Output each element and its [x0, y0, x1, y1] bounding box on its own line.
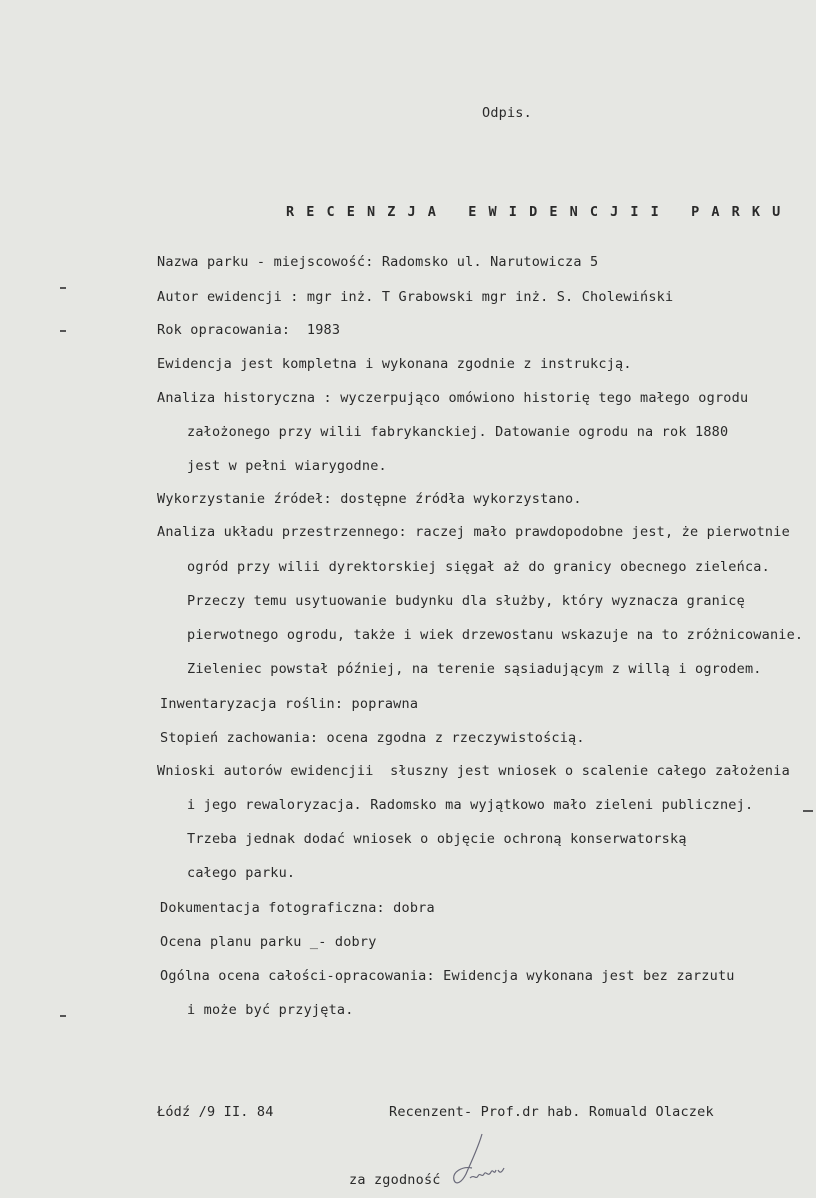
completeness-line: Ewidencja jest kompletna i wykonana zgodnie z instrukcją.	[157, 356, 632, 372]
year-line: Rok opracowania: 1983	[157, 322, 341, 338]
document-title: R E C E N Z J A E W I D E N C J I I P A R K U	[286, 204, 783, 220]
preservation-line: Stopień zachowania: ocena zgodna z rzeczywistością.	[160, 730, 585, 746]
odpis-label: Odpis.	[482, 105, 532, 121]
historical-analysis-line-2: założonego przy wilii fabrykanckiej. Datowanie ogrodu na rok 1880	[187, 424, 729, 440]
plant-inventory-line: Inwentaryzacja roślin: poprawna	[160, 696, 419, 712]
historical-analysis-line-1: Analiza historyczna : wyczerpująco omówiono historię tego małego ogrodu	[157, 390, 749, 406]
conformity-label: za zgodność	[349, 1172, 441, 1188]
photo-documentation-line: Dokumentacja fotograficzna: dobra	[160, 900, 435, 916]
historical-analysis-line-3: jest w pełni wiarygodne.	[187, 458, 387, 474]
sources-line: Wykorzystanie źródeł: dostępne źródła wykorzystano.	[157, 491, 582, 507]
margin-mark	[60, 330, 66, 332]
conclusions-line-1: Wnioski autorów ewidencjii słuszny jest wniosek o scalenie całego założenia	[157, 763, 790, 779]
reviewer: Recenzent- Prof.dr hab. Romuald Olaczek	[389, 1104, 714, 1120]
spatial-analysis-line-3: Przeczy temu usytuowanie budynku dla służby, który wyznacza granicę	[187, 593, 745, 609]
margin-mark	[60, 287, 66, 289]
spatial-analysis-line-4: pierwotnego ogrodu, także i wiek drzewostanu wskazuje na to zróżnicowanie.	[187, 627, 804, 643]
margin-mark	[60, 1015, 66, 1017]
handwritten-signature	[448, 1130, 518, 1190]
park-name-line: Nazwa parku - miejscowość: Radomsko ul. Narutowicza 5	[157, 254, 599, 270]
place-date: Łódź /9 II. 84	[157, 1104, 274, 1120]
overall-rating-line-1: Ogólna ocena całości-opracowania: Ewidencja wykonana jest bez zarzutu	[160, 968, 735, 984]
conclusions-line-3: Trzeba jednak dodać wniosek o objęcie ochroną konserwatorską	[187, 831, 687, 847]
margin-mark	[803, 810, 813, 812]
spatial-analysis-line-1: Analiza układu przestrzennego: raczej mało prawdopodobne jest, że pierwotnie	[157, 524, 790, 540]
conclusions-line-4: całego parku.	[187, 865, 296, 881]
author-line: Autor ewidencji : mgr inż. T Grabowski mgr inż. S. Cholewiński	[157, 289, 674, 305]
plan-rating-line: Ocena planu parku _- dobry	[160, 934, 377, 950]
spatial-analysis-line-5: Zieleniec powstał później, na terenie sąsiadującym z willą i ogrodem.	[187, 661, 762, 677]
overall-rating-line-2: i może być przyjęta.	[187, 1002, 354, 1018]
spatial-analysis-line-2: ogród przy wilii dyrektorskiej sięgał aż do granicy obecnego zieleńca.	[187, 559, 770, 575]
conclusions-line-2: i jego rewaloryzacja. Radomsko ma wyjątkowo mało zieleni publicznej.	[187, 797, 754, 813]
